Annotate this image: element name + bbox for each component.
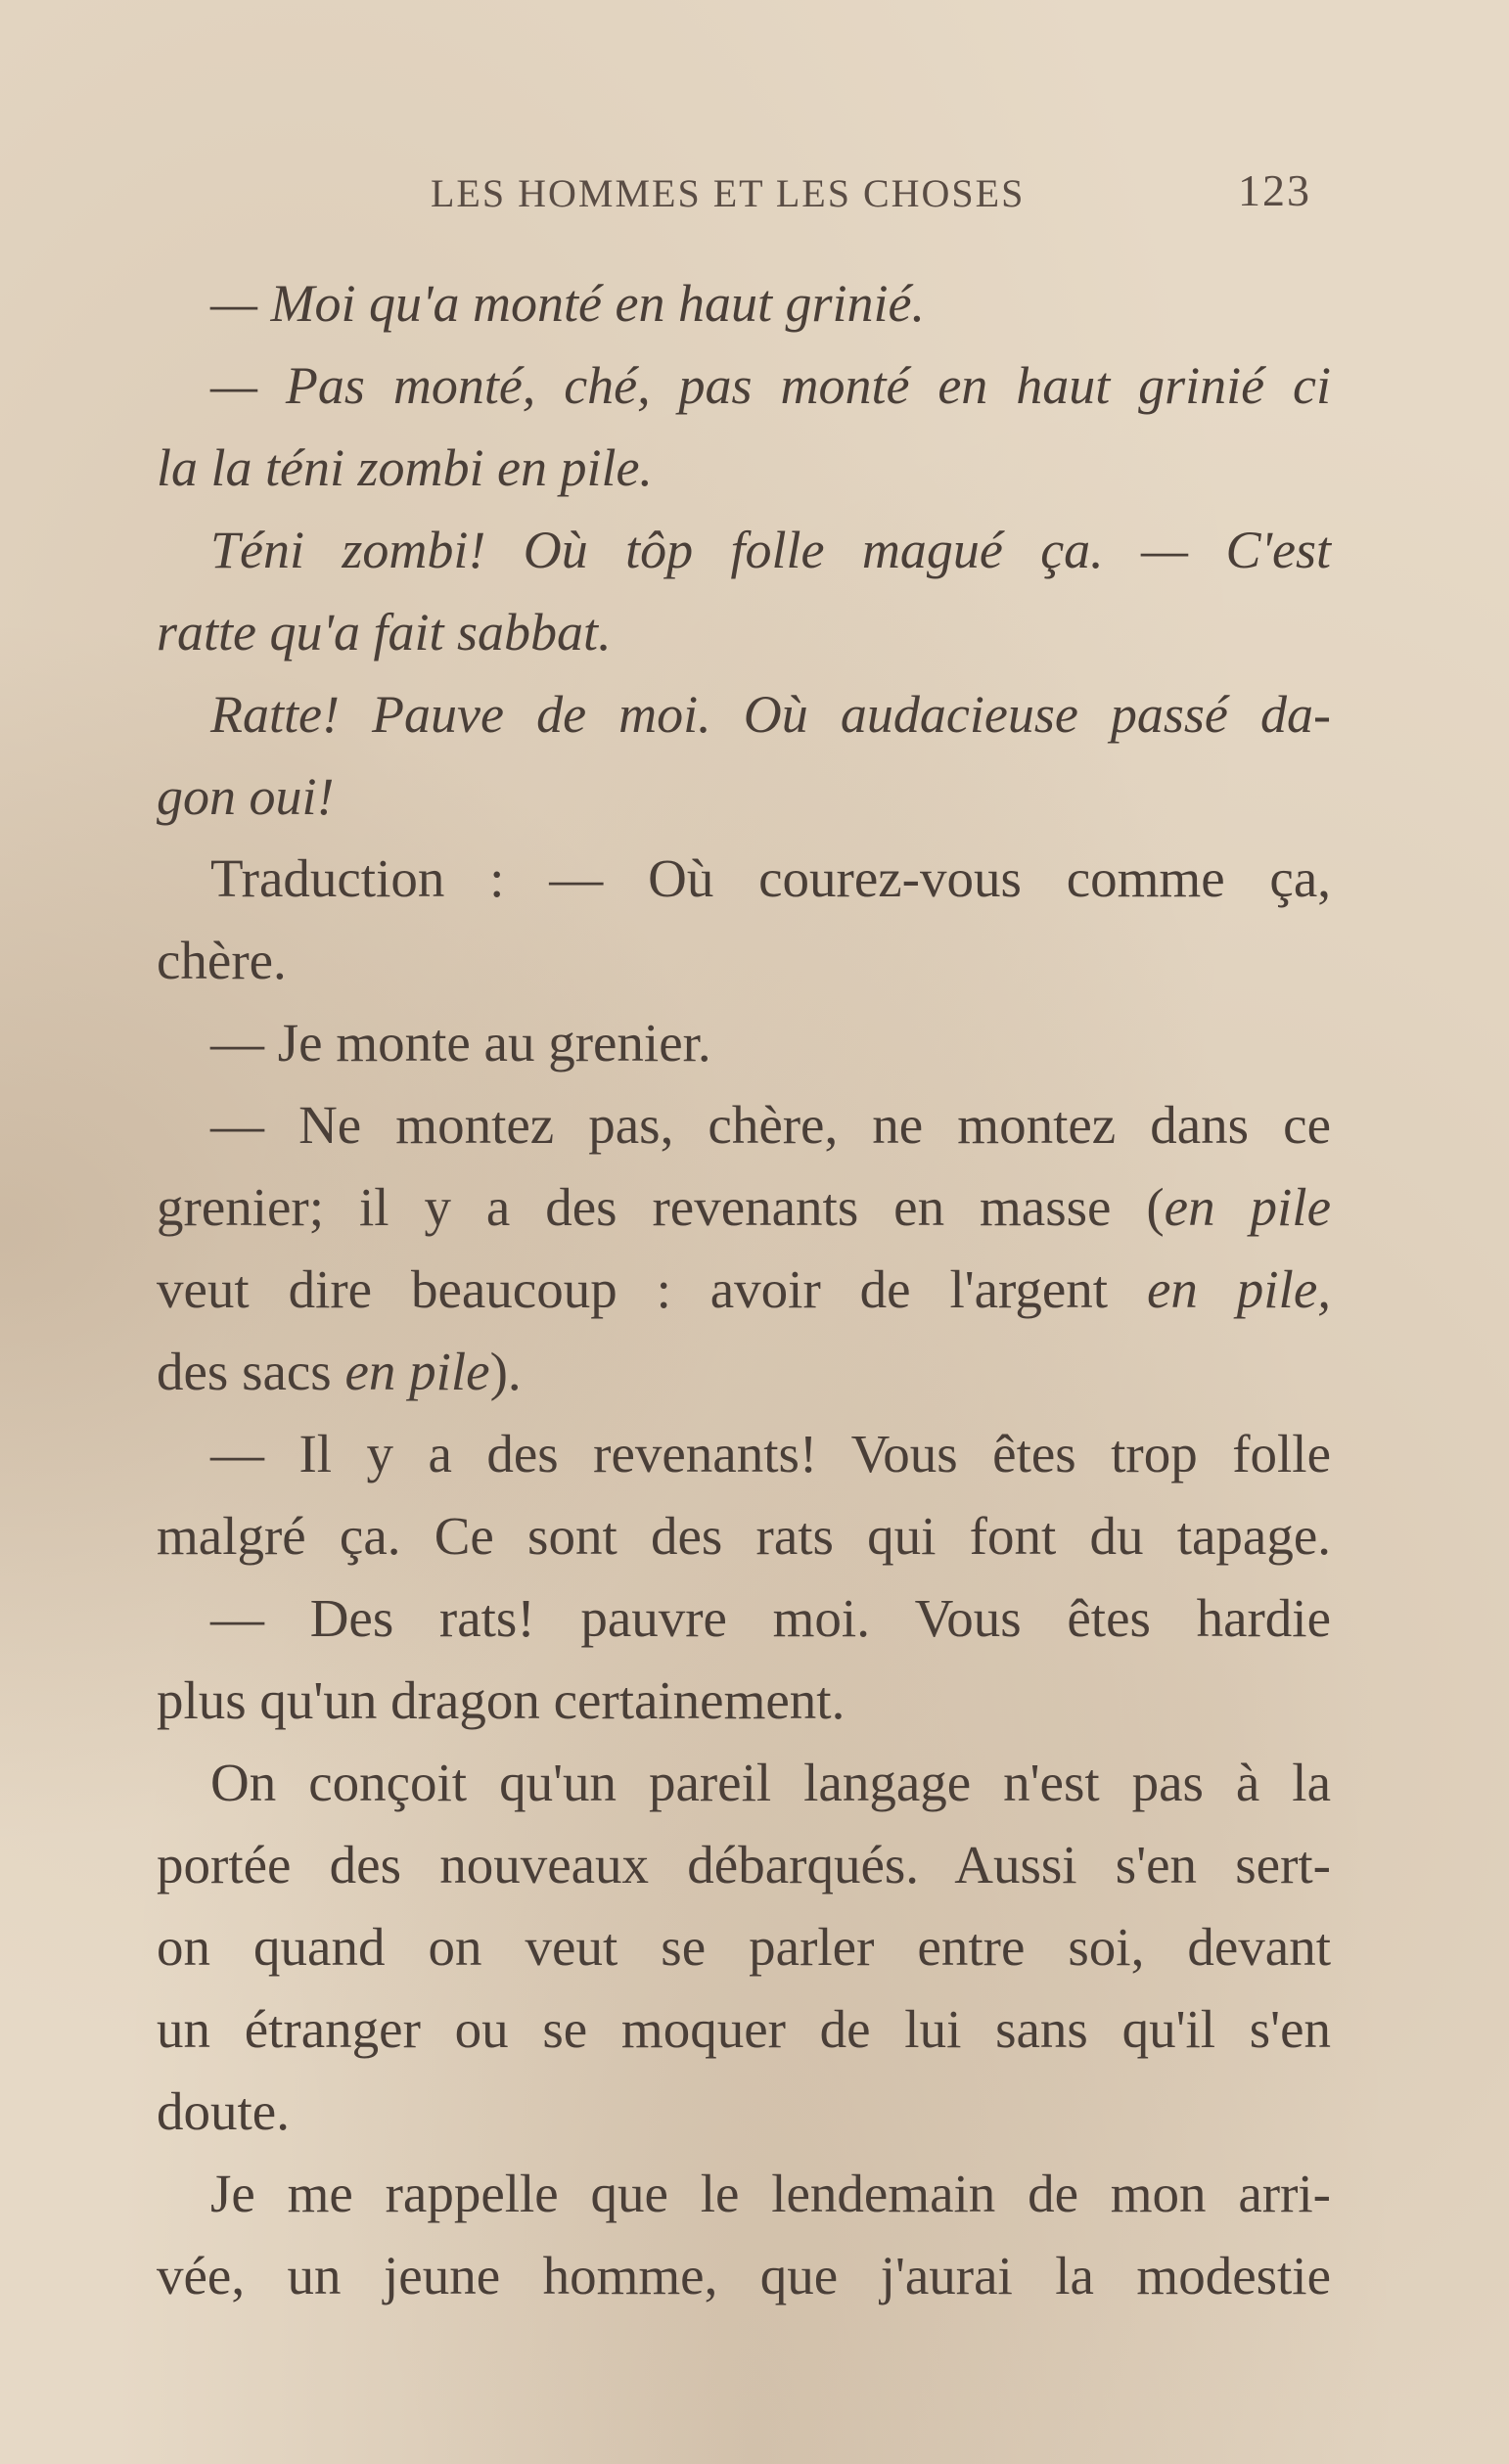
text-line: gon oui!	[157, 767, 335, 826]
text-line: — Des rats! pauvre moi. Vous êtes hardie	[210, 1588, 1331, 1648]
text-line: On conçoit qu'un pareil langage n'est pas à la	[210, 1753, 1331, 1812]
running-title: LES HOMMES ET LES CHOSES	[431, 171, 1026, 215]
text-line: Téni zombi! Où tôp folle magué ça. — C'est	[210, 521, 1331, 579]
text-line: chère.	[157, 931, 287, 990]
translation	[157, 838, 1331, 1742]
text-line: malgré ça. Ce sont des rats qui font du tapage.	[157, 1506, 1331, 1566]
narrative-paragraph	[157, 2153, 1331, 2317]
text-line: Ratte! Pauve de moi. Où audacieuse passé da-	[210, 685, 1331, 744]
creole-dialogue	[157, 262, 1331, 838]
text-line: — Je monte au grenier.	[210, 1013, 711, 1072]
italic-span: en pile,	[1146, 1259, 1331, 1319]
text-line: Je me rappelle que le lendemain de mon arri-	[210, 2164, 1331, 2223]
text-line: ratte qu'a fait sabbat.	[157, 603, 612, 662]
text-line: doute.	[157, 2081, 290, 2141]
text-line: la la téni zombi en pile.	[157, 438, 653, 497]
page-number: 123	[1238, 165, 1311, 215]
text-span: ).	[489, 1342, 522, 1401]
text-line	[157, 1331, 1331, 1413]
text-line: un étranger ou se moquer de lui sans qu'il s'en	[157, 1999, 1331, 2059]
text-line: portée des nouveaux débarqués. Aussi s'en sert-	[157, 1835, 1331, 1894]
text-line	[157, 1166, 1331, 1249]
text-line: — Il y a des revenants! Vous êtes trop folle	[210, 1424, 1331, 1483]
italic-span: en pile	[344, 1342, 490, 1401]
text-line: — Moi qu'a monté en haut grinié.	[210, 274, 925, 333]
text-line: — Pas monté, ché, pas monté en haut grinié ci	[210, 356, 1331, 415]
italic-span: en pile	[1164, 1177, 1331, 1237]
text-span: grenier; il y a des revenants en masse (	[157, 1177, 1165, 1237]
text-span: veut dire beaucoup : avoir de l'argent	[157, 1259, 1147, 1319]
page-text	[157, 262, 1331, 2317]
text-line	[157, 1249, 1331, 1331]
text-span: des sacs	[157, 1342, 345, 1401]
narrative-paragraph	[157, 1742, 1331, 2153]
text-line: — Ne montez pas, chère, ne montez dans ce	[210, 1095, 1331, 1155]
text-line: plus qu'un dragon certainement.	[157, 1670, 846, 1730]
text-line: on quand on veut se parler entre soi, devant	[157, 1917, 1331, 1977]
text-line: vée, un jeune homme, que j'aurai la modestie	[157, 2246, 1331, 2305]
text-line: Traduction : — Où courez-vous comme ça,	[210, 848, 1331, 908]
